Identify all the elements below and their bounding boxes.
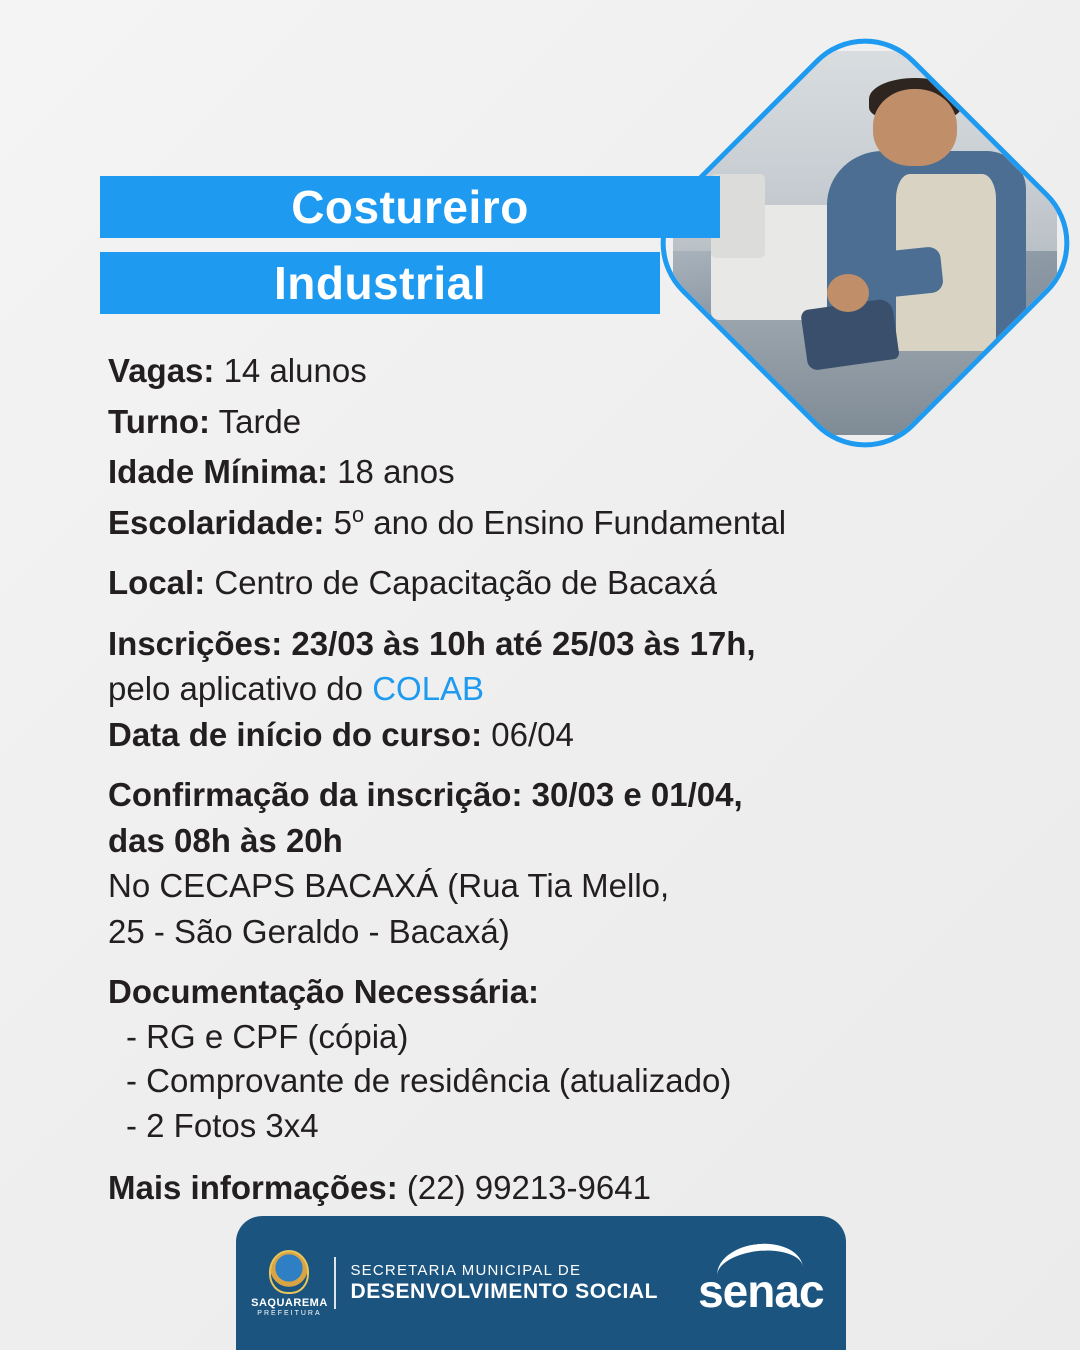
title-bar-secondary: [100, 252, 660, 314]
detail-escolaridade: [108, 500, 1008, 546]
detail-inscricoes: [108, 621, 1008, 667]
detail-documentacao-label: [108, 969, 1008, 1015]
detail-escolaridade-label: Escolaridade:: [108, 503, 325, 541]
senac-logo: [698, 1248, 823, 1318]
detail-escolaridade-value-rest: ano do Ensino Fundamental: [364, 503, 787, 541]
photo-person-head: [873, 89, 957, 166]
detail-local-value: Centro de Capacitação de Bacaxá: [214, 564, 718, 602]
footer-divider: [334, 1257, 336, 1309]
detail-vagas: [108, 348, 1008, 394]
detail-confirmacao-address-1: No CECAPS BACAXÁ (Rua Tia Mello,: [108, 867, 670, 905]
detail-vagas-value: 14 alunos: [223, 352, 367, 389]
spacer-1: [108, 550, 1008, 560]
detail-local-label: Local:: [108, 564, 206, 602]
detail-turno-value: Tarde: [218, 402, 302, 440]
detail-local: [108, 560, 1008, 606]
secretaria-text: [350, 1262, 658, 1303]
title-bar-primary: [100, 176, 720, 238]
city-branding: [251, 1250, 659, 1317]
spacer-3: [108, 762, 1008, 772]
detail-inscricoes-note-text: pelo aplicativo do: [108, 670, 373, 708]
detail-mais-informacoes: [108, 1165, 1008, 1211]
footer-bar: [236, 1216, 846, 1350]
detail-idade-label: Idade Mínima:: [108, 453, 329, 491]
spacer-2: [108, 611, 1008, 621]
course-details: [108, 348, 1008, 1215]
detail-inscricoes-value: 23/03 às 10h até 25/03 às 17h,: [291, 624, 756, 662]
senac-wordmark: senac: [698, 1265, 824, 1317]
documentacao-item: - 2 Fotos 3x4: [126, 1107, 319, 1144]
colab-link[interactable]: COLAB: [372, 670, 485, 708]
spacer-4: [108, 959, 1008, 969]
documentacao-item: - Comprovante de residência (atualizado): [126, 1062, 732, 1100]
spacer-5: [108, 1149, 1008, 1165]
detail-confirmacao-value: 30/03 e 01/04,: [531, 776, 743, 814]
detail-inscricoes-label: Inscrições:: [108, 624, 283, 662]
detail-documentacao-label-text: Documentação Necessária:: [108, 973, 540, 1011]
detail-confirmacao-address-2: 25 - São Geraldo - Bacaxá): [108, 912, 510, 950]
photo-person-hand: [827, 274, 869, 312]
detail-mais-informacoes-label: Mais informações:: [108, 1168, 398, 1206]
detail-confirmacao-hours-text: das 08h às 20h: [108, 821, 343, 859]
detail-idade-value: 18 anos: [337, 453, 455, 491]
detail-data-inicio-label: Data de início do curso:: [108, 715, 483, 753]
saquarema-crest-icon: [251, 1250, 328, 1317]
detail-turno: [108, 399, 1008, 445]
detail-turno-label: Turno:: [108, 402, 211, 440]
detail-data-inicio: [108, 712, 1008, 758]
crest-city-sub: PREFEITURA: [257, 1309, 322, 1317]
detail-mais-informacoes-value: (22) 99213-9641: [406, 1168, 651, 1206]
detail-inscricoes-note: [108, 666, 1008, 712]
detail-vagas-label: Vagas:: [108, 352, 215, 389]
title-line-2: Industrial: [273, 257, 487, 309]
poster-title: [100, 176, 720, 328]
detail-confirmacao-label: Confirmação da inscrição:: [108, 776, 523, 814]
detail-confirmacao-hours: [108, 818, 1008, 864]
secretaria-line-2: DESENVOLVIMENTO SOCIAL: [350, 1279, 659, 1303]
detail-escolaridade-value-prefix: 5: [333, 503, 352, 541]
documentacao-item: - RG e CPF (cópia): [126, 1017, 409, 1055]
secretaria-line-1: SECRETARIA MUNICIPAL DE: [350, 1262, 582, 1280]
detail-escolaridade-ordinal: o: [351, 501, 365, 527]
crest-shield-shape: [269, 1250, 309, 1294]
crest-city-name: SAQUAREMA: [251, 1296, 328, 1309]
title-line-1: Costureiro: [291, 181, 529, 233]
detail-idade: [108, 449, 1008, 495]
detail-confirmacao: [108, 772, 1008, 818]
detail-data-inicio-value: 06/04: [491, 715, 574, 753]
